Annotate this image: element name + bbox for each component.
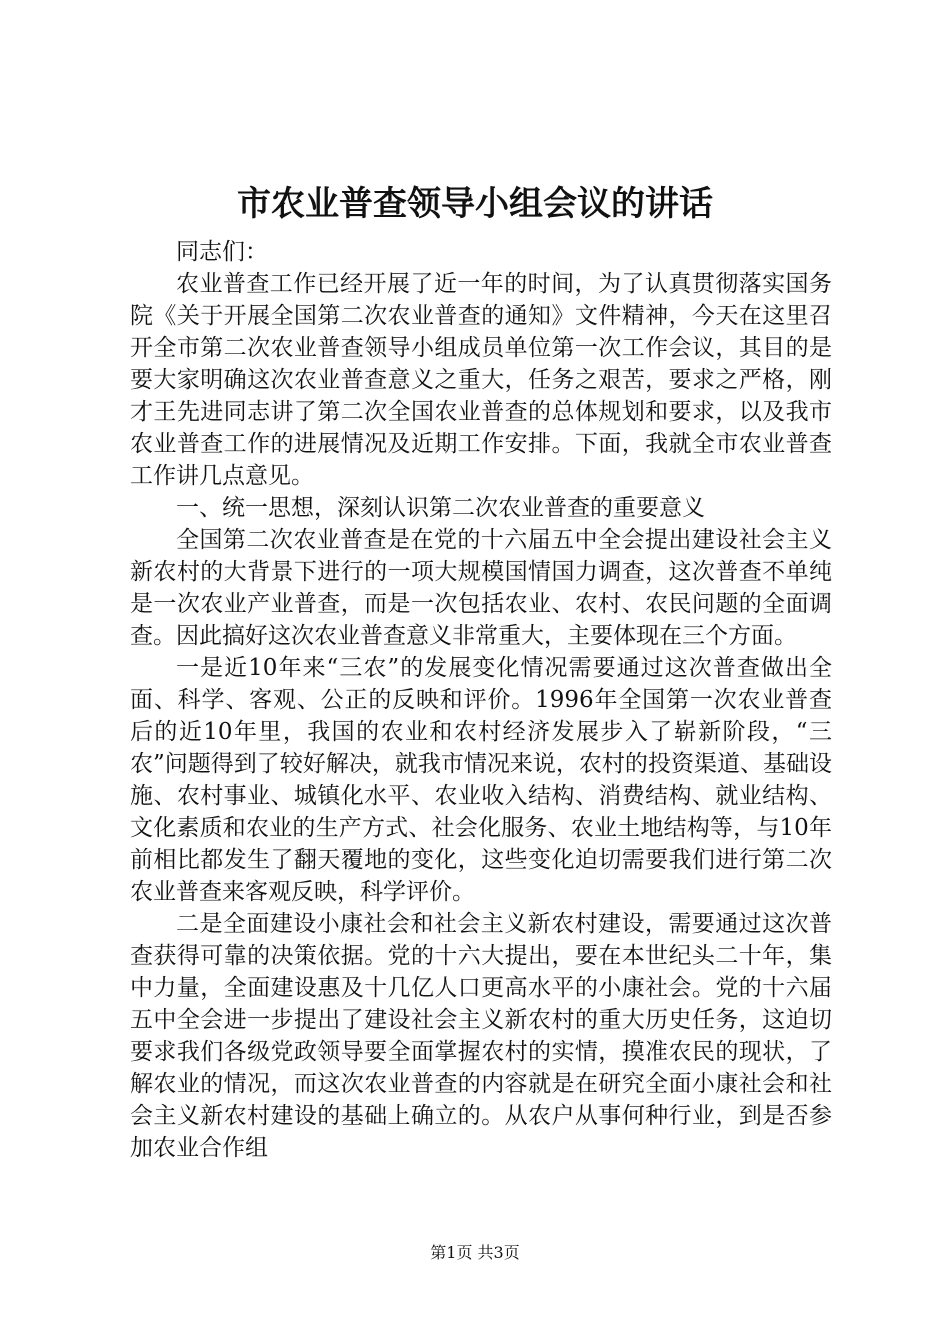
section-heading: 一、统一思想，深刻认识第二次农业普查的重要意义 xyxy=(176,495,705,521)
document-body xyxy=(130,236,832,1164)
body-paragraph: 一是近10年来“三农”的发展变化情况需要通过这次普查做出全面、科学、客观、公正的反映和评价。1996年全国第一次农业普查后的近10年里，我国的农业和农村经济发展步入了崭新阶段，“三农”问题得到了较好解决，就我市情况来说，农村的投资渠道、基础设施、农村事业、城镇化水平、农业收入结构、消费结构、就业结构、文化素质和农业的生产方式、社会化服务、农业土地结构等，与10年前相比都发生了翻天覆地的变化，这些变化迫切需要我们进行第二次农业普查来客观反映，科学评价。 xyxy=(130,655,832,905)
salutation-paragraph: 同志们： xyxy=(176,239,268,265)
body-paragraph: 二是全面建设小康社会和社会主义新农村建设，需要通过这次普查获得可靠的决策依据。党的十六大提出，要在本世纪头二十年，集中力量，全面建设惠及十几亿人口更高水平的小康社会。党的十六届五中全会进一步提出了建设社会主义新农村的重大历史任务，这迫切要求我们各级党政领导要全面掌握农村的实情，摸准农民的现状，了解农业的情况，而这次农业普查的内容就是在研究全面小康社会和社会主义新农村建设的基础上确立的。从农户从事何种行业，到是否参加农业合作组 xyxy=(130,911,832,1161)
intro-paragraph: 农业普查工作已经开展了近一年的时间，为了认真贯彻落实国务院《关于开展全国第二次农业普查的通知》文件精神，今天在这里召开全市第二次农业普查领导小组成员单位第一次工作会议，其目的是要大家明确这次农业普查意义之重大，任务之艰苦，要求之严格，刚才王先进同志讲了第二次全国农业普查的总体规划和要求，以及我市农业普查工作的进展情况及近期工作安排。下面，我就全市农业普查工作讲几点意见。 xyxy=(130,271,832,489)
body-paragraph: 全国第二次农业普查是在党的十六届五中全会提出建设社会主义新农村的大背景下进行的一项大规模国情国力调查，这次普查不单纯是一次农业产业普查，而是一次包括农业、农村、农民问题的全面调查。因此搞好这次农业普查意义非常重大，主要体现在三个方面。 xyxy=(130,527,832,649)
page-footer: 第1页 共3页 xyxy=(430,1243,520,1262)
document-title: 市农业普查领导小组会议的讲话 xyxy=(237,184,713,224)
